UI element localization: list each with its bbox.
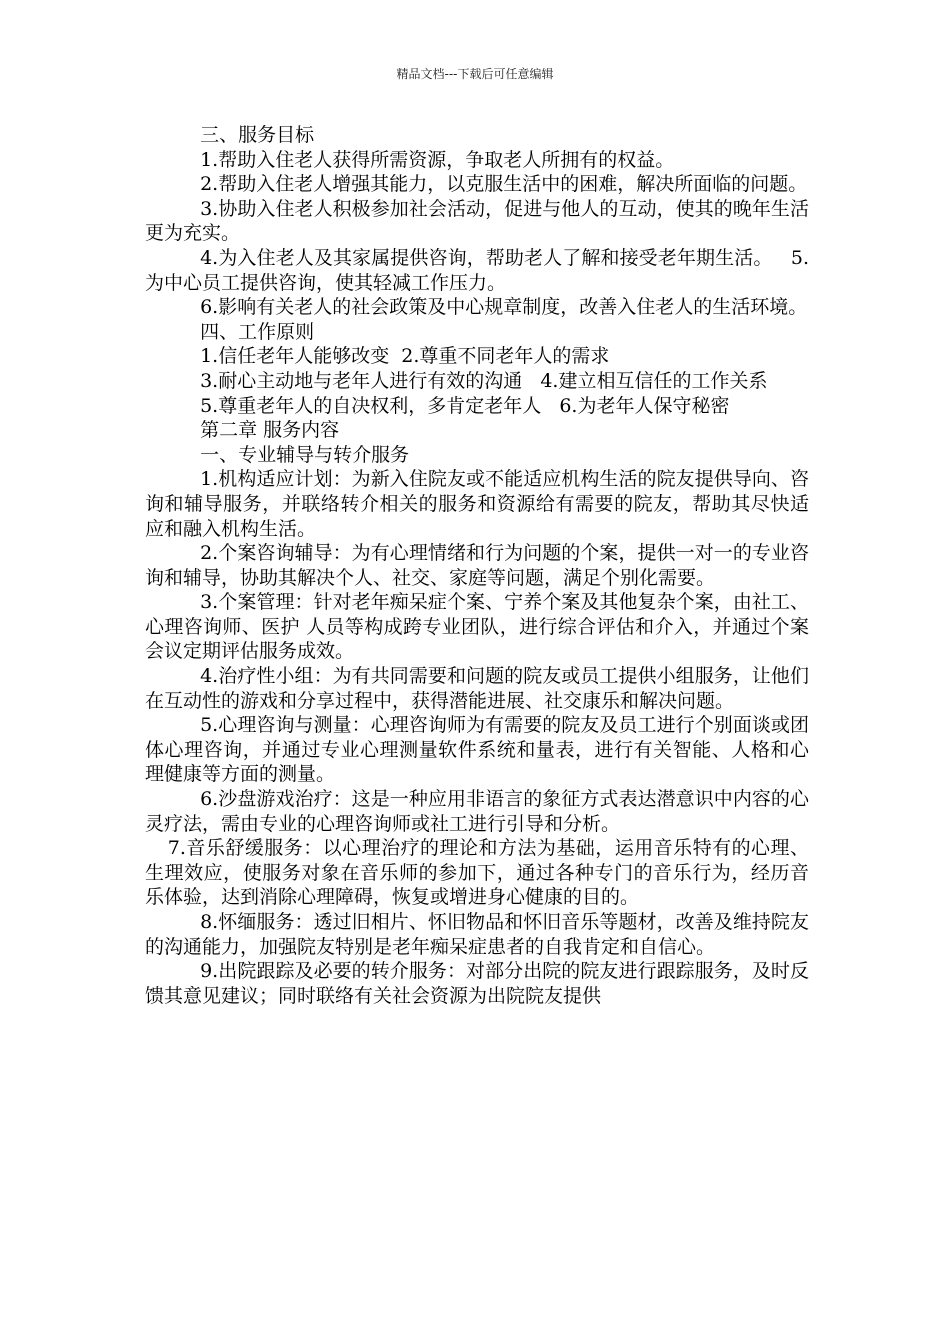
document-body	[145, 123, 809, 1008]
paragraph: 8.怀缅服务：透过旧相片、怀旧物品和怀旧音乐等题材，改善及维持院友的沟通能力，加强院友特别是老年痴呆症患者的自我肯定和自信心。	[145, 911, 809, 958]
section-heading-work-principles: 四、工作原则	[200, 320, 315, 343]
paragraph: 7.音乐舒缓服务：以心理治疗的理论和方法为基础，运用音乐特有的心理、生理效应，使服务对象在音乐师的参加下，通过各种专门的音乐行为，经历音乐体验，达到消除心理障碍，恢复或增进身心健康的目的。	[145, 837, 809, 909]
paragraph: 1.信任老年人能够改变 2.尊重不同老年人的需求	[200, 345, 610, 368]
section-heading-counseling-referral: 一、专业辅导与转介服务	[200, 443, 410, 466]
paragraph: 1.机构适应计划：为新入住院友或不能适应机构生活的院友提供导向、咨询和辅导服务，并联络转介相关的服务和资源给有需要的院友，帮助其尽快适应和融入机构生活。	[145, 468, 809, 540]
paragraph: 6.沙盘游戏治疗：这是一种应用非语言的象征方式表达潜意识中内容的心灵疗法，需由专业的心理咨询师或社工进行引导和分析。	[145, 788, 809, 835]
paragraph: 2.帮助入住老人增强其能力，以克服生活中的困难，解决所面临的问题。	[200, 173, 808, 196]
paragraph: 2.个案咨询辅导：为有心理情绪和行为问题的个案，提供一对一的专业咨询和辅导，协助其解决个人、社交、家庭等问题，满足个别化需要。	[145, 542, 809, 589]
paragraph: 6.影响有关老人的社会政策及中心规章制度，改善入住老人的生活环境。	[200, 296, 808, 319]
page-header: 精品文档---下载后可任意编辑	[396, 67, 554, 81]
paragraph: 4.治疗性小组：为有共同需要和问题的院友或员工提供小组服务，让他们在互动性的游戏和分享过程中，获得潜能进展、社交康乐和解决问题。	[145, 665, 809, 712]
paragraph: 1.帮助入住老人获得所需资源，争取老人所拥有的权益。	[200, 148, 675, 171]
paragraph: 5.尊重老年人的自决权利，多肯定老年人 6.为老年人保守秘密	[200, 394, 730, 417]
paragraph: 3.耐心主动地与老年人进行有效的沟通 4.建立相互信任的工作关系	[200, 369, 768, 392]
chapter-heading: 第二章 服务内容	[200, 419, 340, 442]
paragraph: 3.协助入住老人积极参加社会活动，促进与他人的互动，使其的晚年生活更为充实。	[145, 197, 809, 245]
paragraph: 5.心理咨询与测量：心理咨询师为有需要的院友及员工进行个别面谈或团体心理咨询，并通过专业心理测量软件系统和量表，进行有关智能、人格和心理健康等方面的测量。	[145, 714, 809, 786]
paragraph: 9.出院跟踪及必要的转介服务：对部分出院的院友进行跟踪服务，及时反馈其意见建议；同时联络有关社会资源为出院院友提供	[145, 960, 809, 1007]
paragraph: 4.为入住老人及其家属提供咨询，帮助老人了解和接受老年期生活。 5.为中心员工提供咨询，使其轻减工作压力。	[145, 246, 809, 294]
section-heading-service-goals: 三、服务目标	[200, 124, 315, 146]
paragraph: 3.个案管理：针对老年痴呆症个案、宁养个案及其他复杂个案，由社工、心理咨询师、医护 人员等构成跨专业团队，进行综合评估和介入，并通过个案会议定期评估服务成效。	[145, 591, 809, 663]
